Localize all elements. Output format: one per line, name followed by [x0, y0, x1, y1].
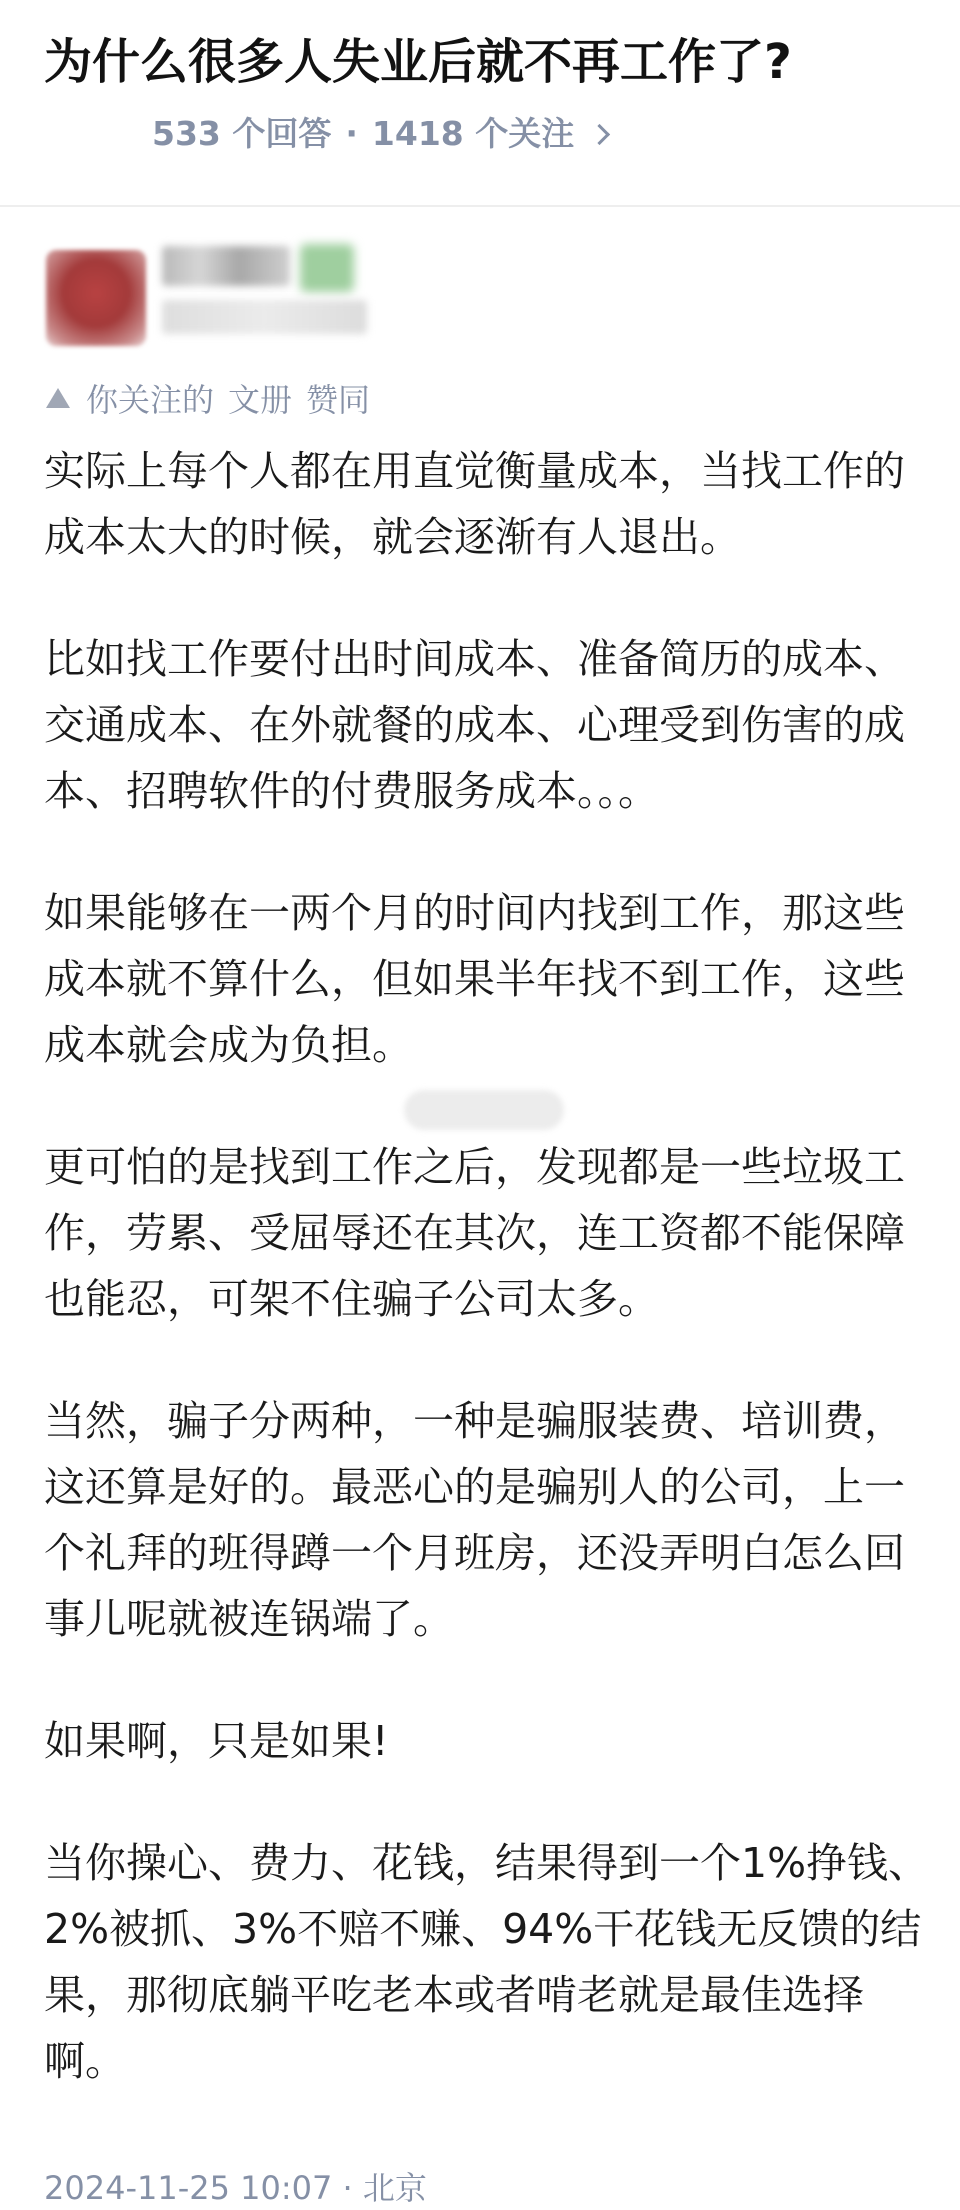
- answer-timestamp-location: 2024-11-25 10:07 · 北京: [44, 2169, 427, 2207]
- upvote-note-prefix: 你关注的: [86, 381, 215, 419]
- answer-paragraph: 如果啊，只是如果!: [44, 1717, 389, 1765]
- answer-paragraph: 如果能够在一两个月的时间内找到工作，那这些成本就不算什么，但如果半年找不到工作，这些成本就会成为负担。: [44, 889, 905, 1069]
- answer-paragraph: 当然，骗子分两种，一种是骗服装费、培训费，这还算是好的。最恶心的是骗别人的公司，上一个礼拜的班得蹲一个月班房，还没弄明白怎么回事儿呢就被连锅端了。: [44, 1397, 905, 1643]
- author-badge-blurred: [300, 244, 354, 292]
- followers-count[interactable]: 1418 个关注: [371, 114, 575, 153]
- header-divider: [0, 205, 960, 207]
- answers-count[interactable]: 533 个回答: [152, 114, 332, 153]
- answer-paragraph: 比如找工作要付出时间成本、准备简历的成本、交通成本、在外就餐的成本、心理受到伤害的成本、招聘软件的付费服务成本。。。: [44, 635, 905, 815]
- chevron-right-icon[interactable]: [589, 123, 610, 144]
- answer-body: [44, 438, 934, 2094]
- question-header: [0, 0, 960, 206]
- upvote-triangle-icon: [46, 388, 70, 408]
- answer-paragraph: 实际上每个人都在用直觉衡量成本，当找工作的成本太大的时候，就会逐渐有人退出。: [44, 447, 905, 561]
- question-stats[interactable]: [152, 112, 607, 156]
- answer-paragraph: 更可怕的是找到工作之后，发现都是一些垃圾工作，劳累、受屈辱还在其次，连工资都不能保障也能忍，可架不住骗子公司太多。: [44, 1143, 905, 1323]
- answer-paragraph: 当你操心、费力、花钱，结果得到一个1%挣钱、2%被抓、3%不赔不赚、94%干花钱无反馈的结果，那彻底躺平吃老本或者啃老就是最佳选择啊。: [44, 1839, 930, 2085]
- upvote-note: [46, 376, 370, 420]
- avatar[interactable]: [46, 250, 146, 346]
- upvote-note-action: 赞同: [306, 381, 371, 419]
- question-title[interactable]: 为什么很多人失业后就不再工作了?: [44, 34, 792, 90]
- author-info[interactable]: [0, 230, 960, 360]
- meta-separator: ·: [345, 114, 358, 153]
- watermark: [404, 1090, 564, 1130]
- author-name-blurred[interactable]: [162, 246, 290, 286]
- upvote-note-user[interactable]: 文册: [228, 381, 293, 419]
- author-bio-blurred: [162, 300, 367, 334]
